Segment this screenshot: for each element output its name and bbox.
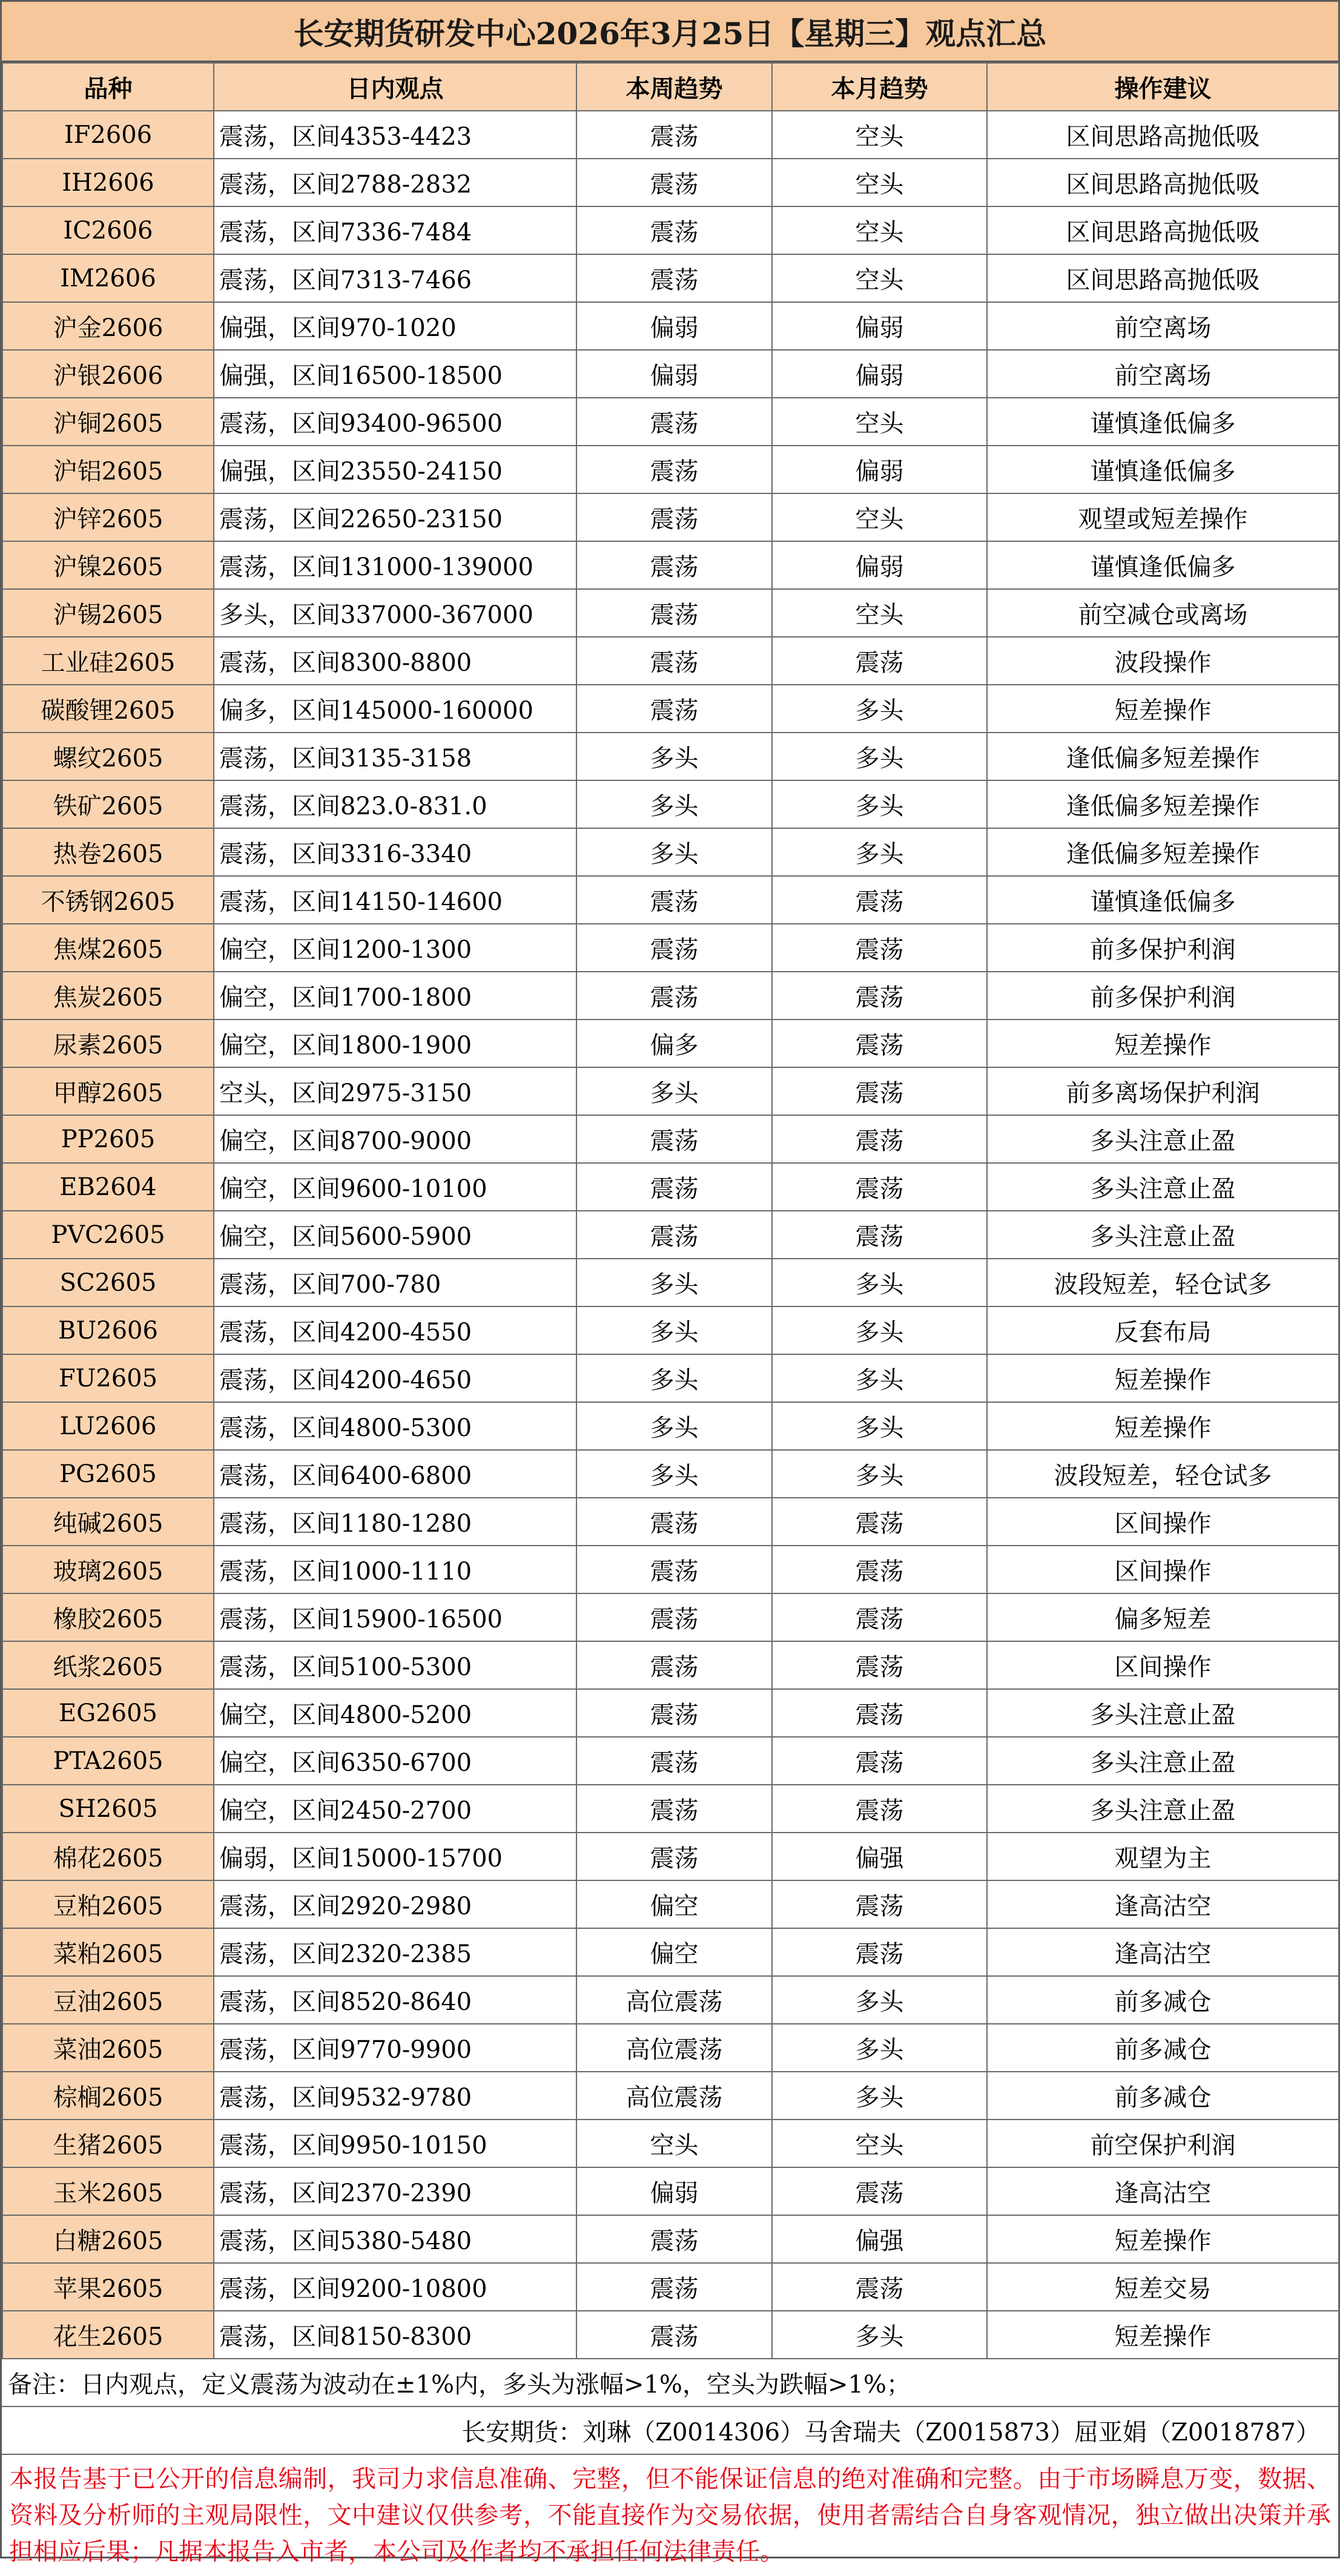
intraday-view-cell: 震荡，区间1000-1110 xyxy=(214,1546,576,1593)
variety-cell: PP2605 xyxy=(2,1115,214,1163)
weekly-trend-cell: 震荡 xyxy=(576,493,772,541)
monthly-trend-cell: 空头 xyxy=(772,493,987,541)
monthly-trend-cell: 震荡 xyxy=(772,1498,987,1546)
table-row xyxy=(2,589,1339,637)
variety-cell: 纯碱2605 xyxy=(2,1498,214,1546)
variety-cell: 焦煤2605 xyxy=(2,924,214,972)
variety-cell: 沪银2606 xyxy=(2,350,214,398)
monthly-trend-cell: 多头 xyxy=(772,1354,987,1402)
variety-cell: 不锈钢2605 xyxy=(2,876,214,924)
table-row xyxy=(2,2072,1339,2120)
advice-cell: 前空离场 xyxy=(987,350,1339,398)
variety-cell: 甲醇2605 xyxy=(2,1067,214,1115)
intraday-view-cell: 偏空，区间1200-1300 xyxy=(214,924,576,972)
weekly-trend-cell: 震荡 xyxy=(576,1498,772,1546)
intraday-view-cell: 偏强，区间16500-18500 xyxy=(214,350,576,398)
table-row xyxy=(2,828,1339,876)
table-row xyxy=(2,780,1339,828)
intraday-view-cell: 震荡，区间8150-8300 xyxy=(214,2311,576,2359)
variety-cell: IF2606 xyxy=(2,111,214,159)
intraday-view-cell: 空头，区间2975-3150 xyxy=(214,1067,576,1115)
weekly-trend-cell: 偏多 xyxy=(576,1020,772,1067)
intraday-view-cell: 震荡，区间14150-14600 xyxy=(214,876,576,924)
table-row xyxy=(2,2263,1339,2311)
monthly-trend-cell: 震荡 xyxy=(772,1689,987,1737)
monthly-trend-cell: 震荡 xyxy=(772,1880,987,1928)
advice-cell: 前空减仓或离场 xyxy=(987,589,1339,637)
weekly-trend-cell: 偏空 xyxy=(576,1880,772,1928)
advice-cell: 前多减仓 xyxy=(987,2024,1339,2072)
weekly-trend-cell: 震荡 xyxy=(576,159,772,206)
advice-cell: 观望或短差操作 xyxy=(987,493,1339,541)
views-table xyxy=(2,62,1339,2359)
intraday-view-cell: 震荡，区间2320-2385 xyxy=(214,1928,576,1976)
table-row xyxy=(2,924,1339,972)
variety-cell: EG2605 xyxy=(2,1689,214,1737)
table-row xyxy=(2,1641,1339,1689)
weekly-trend-cell: 震荡 xyxy=(576,637,772,685)
advice-cell: 多头注意止盈 xyxy=(987,1211,1339,1259)
weekly-trend-cell: 多头 xyxy=(576,1354,772,1402)
advice-cell: 短差交易 xyxy=(987,2263,1339,2311)
variety-cell: 纸浆2605 xyxy=(2,1641,214,1689)
advice-cell: 逢低偏多短差操作 xyxy=(987,780,1339,828)
variety-cell: PTA2605 xyxy=(2,1737,214,1785)
table-row xyxy=(2,206,1339,254)
table-row xyxy=(2,350,1339,398)
intraday-view-cell: 偏空，区间9600-10100 xyxy=(214,1163,576,1211)
footnote: 备注：日内观点，定义震荡为波动在±1%内，多头为涨幅>1%，空头为跌幅>1%； xyxy=(2,2359,1338,2407)
advice-cell: 前空离场 xyxy=(987,302,1339,350)
intraday-view-cell: 震荡，区间15900-16500 xyxy=(214,1593,576,1641)
intraday-view-cell: 震荡，区间5100-5300 xyxy=(214,1641,576,1689)
monthly-trend-cell: 多头 xyxy=(772,780,987,828)
variety-cell: 苹果2605 xyxy=(2,2263,214,2311)
intraday-view-cell: 震荡，区间7336-7484 xyxy=(214,206,576,254)
weekly-trend-cell: 偏弱 xyxy=(576,350,772,398)
variety-cell: 沪镍2605 xyxy=(2,541,214,589)
analyst-credits: 长安期货：刘琳（Z0014306）马舍瑞夫（Z0015873）屈亚娟（Z0018787） xyxy=(2,2407,1338,2455)
variety-cell: LU2606 xyxy=(2,1402,214,1450)
intraday-view-cell: 偏弱，区间15000-15700 xyxy=(214,1833,576,1880)
variety-cell: IM2606 xyxy=(2,254,214,302)
variety-cell: IC2606 xyxy=(2,206,214,254)
monthly-trend-cell: 多头 xyxy=(772,1976,987,2024)
intraday-view-cell: 震荡，区间3316-3340 xyxy=(214,828,576,876)
intraday-view-cell: 偏多，区间145000-160000 xyxy=(214,685,576,733)
monthly-trend-cell: 空头 xyxy=(772,589,987,637)
table-row xyxy=(2,1785,1339,1833)
intraday-view-cell: 偏强，区间970-1020 xyxy=(214,302,576,350)
table-row xyxy=(2,1067,1339,1115)
weekly-trend-cell: 震荡 xyxy=(576,1211,772,1259)
variety-cell: PVC2605 xyxy=(2,1211,214,1259)
monthly-trend-cell: 偏弱 xyxy=(772,541,987,589)
intraday-view-cell: 偏空，区间8700-9000 xyxy=(214,1115,576,1163)
intraday-view-cell: 震荡，区间7313-7466 xyxy=(214,254,576,302)
weekly-trend-cell: 震荡 xyxy=(576,541,772,589)
variety-cell: FU2605 xyxy=(2,1354,214,1402)
advice-cell: 区间思路高抛低吸 xyxy=(987,206,1339,254)
intraday-view-cell: 震荡，区间9770-9900 xyxy=(214,2024,576,2072)
advice-cell: 观望为主 xyxy=(987,1833,1339,1880)
variety-cell: 棕榈2605 xyxy=(2,2072,214,2120)
monthly-trend-cell: 空头 xyxy=(772,254,987,302)
advice-cell: 短差操作 xyxy=(987,685,1339,733)
monthly-trend-cell: 空头 xyxy=(772,206,987,254)
weekly-trend-cell: 震荡 xyxy=(576,1785,772,1833)
table-row xyxy=(2,1880,1339,1928)
table-row xyxy=(2,1593,1339,1641)
advice-cell: 偏多短差 xyxy=(987,1593,1339,1641)
report-title: 长安期货研发中心2026年3月25日【星期三】观点汇总 xyxy=(2,2,1338,62)
variety-cell: 碳酸锂2605 xyxy=(2,685,214,733)
table-row xyxy=(2,2215,1339,2263)
weekly-trend-cell: 空头 xyxy=(576,2120,772,2167)
monthly-trend-cell: 空头 xyxy=(772,2120,987,2167)
variety-cell: 橡胶2605 xyxy=(2,1593,214,1641)
weekly-trend-cell: 震荡 xyxy=(576,2263,772,2311)
variety-cell: 菜粕2605 xyxy=(2,1928,214,1976)
weekly-trend-cell: 震荡 xyxy=(576,685,772,733)
weekly-trend-cell: 高位震荡 xyxy=(576,2024,772,2072)
table-row xyxy=(2,398,1339,446)
intraday-view-cell: 偏空，区间2450-2700 xyxy=(214,1785,576,1833)
variety-cell: 沪锌2605 xyxy=(2,493,214,541)
monthly-trend-cell: 震荡 xyxy=(772,1593,987,1641)
advice-cell: 区间思路高抛低吸 xyxy=(987,111,1339,159)
intraday-view-cell: 震荡，区间4353-4423 xyxy=(214,111,576,159)
advice-cell: 前多减仓 xyxy=(987,2072,1339,2120)
variety-cell: 花生2605 xyxy=(2,2311,214,2359)
table-row xyxy=(2,302,1339,350)
advice-cell: 区间操作 xyxy=(987,1546,1339,1593)
monthly-trend-cell: 震荡 xyxy=(772,1020,987,1067)
monthly-trend-cell: 多头 xyxy=(772,1450,987,1498)
table-row xyxy=(2,541,1339,589)
advice-cell: 波段短差，轻仓试多 xyxy=(987,1259,1339,1306)
table-row xyxy=(2,972,1339,1020)
advice-cell: 前多减仓 xyxy=(987,1976,1339,2024)
advice-cell: 逢低偏多短差操作 xyxy=(987,733,1339,780)
advice-cell: 多头注意止盈 xyxy=(987,1785,1339,1833)
monthly-trend-cell: 偏弱 xyxy=(772,446,987,493)
weekly-trend-cell: 多头 xyxy=(576,1306,772,1354)
weekly-trend-cell: 震荡 xyxy=(576,1737,772,1785)
table-row xyxy=(2,2120,1339,2167)
table-row xyxy=(2,254,1339,302)
advice-cell: 逢高沽空 xyxy=(987,1880,1339,1928)
monthly-trend-cell: 多头 xyxy=(772,1402,987,1450)
monthly-trend-cell: 震荡 xyxy=(772,1067,987,1115)
table-header-row xyxy=(2,63,1339,111)
monthly-trend-cell: 震荡 xyxy=(772,924,987,972)
monthly-trend-cell: 多头 xyxy=(772,828,987,876)
table-row xyxy=(2,1450,1339,1498)
monthly-trend-cell: 多头 xyxy=(772,2072,987,2120)
intraday-view-cell: 偏空，区间5600-5900 xyxy=(214,1211,576,1259)
monthly-trend-cell: 偏强 xyxy=(772,2215,987,2263)
variety-cell: SH2605 xyxy=(2,1785,214,1833)
table-row xyxy=(2,1498,1339,1546)
monthly-trend-cell: 震荡 xyxy=(772,1115,987,1163)
table-row xyxy=(2,1115,1339,1163)
intraday-view-cell: 偏空，区间4800-5200 xyxy=(214,1689,576,1737)
intraday-view-cell: 震荡，区间9950-10150 xyxy=(214,2120,576,2167)
monthly-trend-cell: 震荡 xyxy=(772,1163,987,1211)
variety-cell: 生猪2605 xyxy=(2,2120,214,2167)
weekly-trend-cell: 多头 xyxy=(576,1067,772,1115)
intraday-view-cell: 震荡，区间2788-2832 xyxy=(214,159,576,206)
column-header-variety: 品种 xyxy=(2,63,214,111)
advice-cell: 谨慎逢低偏多 xyxy=(987,398,1339,446)
table-row xyxy=(2,1354,1339,1402)
weekly-trend-cell: 震荡 xyxy=(576,398,772,446)
monthly-trend-cell: 多头 xyxy=(772,2024,987,2072)
table-row xyxy=(2,1163,1339,1211)
intraday-view-cell: 震荡，区间700-780 xyxy=(214,1259,576,1306)
monthly-trend-cell: 偏弱 xyxy=(772,350,987,398)
variety-cell: 铁矿2605 xyxy=(2,780,214,828)
table-row xyxy=(2,685,1339,733)
weekly-trend-cell: 震荡 xyxy=(576,1833,772,1880)
variety-cell: 焦炭2605 xyxy=(2,972,214,1020)
variety-cell: 豆粕2605 xyxy=(2,1880,214,1928)
advice-cell: 逢低偏多短差操作 xyxy=(987,828,1339,876)
advice-cell: 短差操作 xyxy=(987,1402,1339,1450)
advice-cell: 波段短差，轻仓试多 xyxy=(987,1450,1339,1498)
weekly-trend-cell: 震荡 xyxy=(576,1163,772,1211)
monthly-trend-cell: 多头 xyxy=(772,733,987,780)
table-row xyxy=(2,1402,1339,1450)
advice-cell: 短差操作 xyxy=(987,2215,1339,2263)
table-row xyxy=(2,1689,1339,1737)
monthly-trend-cell: 偏弱 xyxy=(772,302,987,350)
table-row xyxy=(2,1546,1339,1593)
advice-cell: 谨慎逢低偏多 xyxy=(987,446,1339,493)
weekly-trend-cell: 高位震荡 xyxy=(576,1976,772,2024)
table-row xyxy=(2,1833,1339,1880)
weekly-trend-cell: 震荡 xyxy=(576,111,772,159)
monthly-trend-cell: 空头 xyxy=(772,111,987,159)
table-row xyxy=(2,637,1339,685)
monthly-trend-cell: 震荡 xyxy=(772,1211,987,1259)
variety-cell: 沪铜2605 xyxy=(2,398,214,446)
advice-cell: 多头注意止盈 xyxy=(987,1689,1339,1737)
variety-cell: BU2606 xyxy=(2,1306,214,1354)
weekly-trend-cell: 多头 xyxy=(576,780,772,828)
monthly-trend-cell: 多头 xyxy=(772,1259,987,1306)
weekly-trend-cell: 多头 xyxy=(576,1259,772,1306)
advice-cell: 前多保护利润 xyxy=(987,972,1339,1020)
variety-cell: IH2606 xyxy=(2,159,214,206)
intraday-view-cell: 震荡，区间2370-2390 xyxy=(214,2167,576,2215)
advice-cell: 短差操作 xyxy=(987,1020,1339,1067)
table-row xyxy=(2,2311,1339,2359)
advice-cell: 前空保护利润 xyxy=(987,2120,1339,2167)
intraday-view-cell: 震荡，区间5380-5480 xyxy=(214,2215,576,2263)
intraday-view-cell: 震荡，区间3135-3158 xyxy=(214,733,576,780)
table-row xyxy=(2,876,1339,924)
monthly-trend-cell: 震荡 xyxy=(772,637,987,685)
advice-cell: 反套布局 xyxy=(987,1306,1339,1354)
table-row xyxy=(2,1928,1339,1976)
advice-cell: 谨慎逢低偏多 xyxy=(987,541,1339,589)
advice-cell: 前多保护利润 xyxy=(987,924,1339,972)
intraday-view-cell: 震荡，区间823.0-831.0 xyxy=(214,780,576,828)
intraday-view-cell: 震荡，区间9200-10800 xyxy=(214,2263,576,2311)
table-row xyxy=(2,1259,1339,1306)
advice-cell: 多头注意止盈 xyxy=(987,1163,1339,1211)
advice-cell: 逢高沽空 xyxy=(987,1928,1339,1976)
table-row xyxy=(2,1306,1339,1354)
weekly-trend-cell: 多头 xyxy=(576,1402,772,1450)
advice-cell: 谨慎逢低偏多 xyxy=(987,876,1339,924)
intraday-view-cell: 震荡，区间1180-1280 xyxy=(214,1498,576,1546)
variety-cell: 沪铝2605 xyxy=(2,446,214,493)
table-row xyxy=(2,159,1339,206)
table-row xyxy=(2,1976,1339,2024)
weekly-trend-cell: 偏弱 xyxy=(576,302,772,350)
advice-cell: 多头注意止盈 xyxy=(987,1115,1339,1163)
weekly-trend-cell: 偏空 xyxy=(576,1928,772,1976)
monthly-trend-cell: 偏强 xyxy=(772,1833,987,1880)
monthly-trend-cell: 震荡 xyxy=(772,1641,987,1689)
variety-cell: 菜油2605 xyxy=(2,2024,214,2072)
variety-cell: 白糖2605 xyxy=(2,2215,214,2263)
weekly-trend-cell: 震荡 xyxy=(576,446,772,493)
table-row xyxy=(2,2024,1339,2072)
weekly-trend-cell: 震荡 xyxy=(576,2215,772,2263)
advice-cell: 区间思路高抛低吸 xyxy=(987,159,1339,206)
intraday-view-cell: 震荡，区间2920-2980 xyxy=(214,1880,576,1928)
weekly-trend-cell: 震荡 xyxy=(576,206,772,254)
column-header-advice: 操作建议 xyxy=(987,63,1339,111)
weekly-trend-cell: 震荡 xyxy=(576,254,772,302)
advice-cell: 区间操作 xyxy=(987,1498,1339,1546)
intraday-view-cell: 震荡，区间93400-96500 xyxy=(214,398,576,446)
intraday-view-cell: 震荡，区间4200-4650 xyxy=(214,1354,576,1402)
intraday-view-cell: 震荡，区间8300-8800 xyxy=(214,637,576,685)
advice-cell: 波段操作 xyxy=(987,637,1339,685)
column-header-weekly: 本周趋势 xyxy=(576,63,772,111)
monthly-trend-cell: 空头 xyxy=(772,159,987,206)
intraday-view-cell: 偏空，区间1800-1900 xyxy=(214,1020,576,1067)
weekly-trend-cell: 偏弱 xyxy=(576,2167,772,2215)
weekly-trend-cell: 多头 xyxy=(576,733,772,780)
variety-cell: 热卷2605 xyxy=(2,828,214,876)
intraday-view-cell: 震荡，区间22650-23150 xyxy=(214,493,576,541)
variety-cell: EB2604 xyxy=(2,1163,214,1211)
advice-cell: 多头注意止盈 xyxy=(987,1737,1339,1785)
variety-cell: 豆油2605 xyxy=(2,1976,214,2024)
table-row xyxy=(2,1211,1339,1259)
monthly-trend-cell: 震荡 xyxy=(772,972,987,1020)
advice-cell: 逢高沽空 xyxy=(987,2167,1339,2215)
monthly-trend-cell: 多头 xyxy=(772,1306,987,1354)
advice-cell: 区间思路高抛低吸 xyxy=(987,254,1339,302)
weekly-trend-cell: 震荡 xyxy=(576,876,772,924)
table-row xyxy=(2,493,1339,541)
monthly-trend-cell: 多头 xyxy=(772,2311,987,2359)
monthly-trend-cell: 震荡 xyxy=(772,1785,987,1833)
monthly-trend-cell: 多头 xyxy=(772,685,987,733)
weekly-trend-cell: 震荡 xyxy=(576,1115,772,1163)
variety-cell: PG2605 xyxy=(2,1450,214,1498)
intraday-view-cell: 偏强，区间23550-24150 xyxy=(214,446,576,493)
variety-cell: 工业硅2605 xyxy=(2,637,214,685)
monthly-trend-cell: 震荡 xyxy=(772,1928,987,1976)
intraday-view-cell: 震荡，区间4200-4550 xyxy=(214,1306,576,1354)
weekly-trend-cell: 高位震荡 xyxy=(576,2072,772,2120)
weekly-trend-cell: 震荡 xyxy=(576,2311,772,2359)
disclaimer: 本报告基于已公开的信息编制，我司力求信息准确、完整，但不能保证信息的绝对准确和完整。由于市场瞬息万变，数据、资料及分析师的主观局限性，文中建议仅供参考，不能直接作为交易依据，使用者需结合自身客观情况，独立做出决策并承担相应后果；凡据本报告入市者，本公司及作者均不承担任何法律责任。 xyxy=(9,2465,1331,2566)
variety-cell: 玻璃2605 xyxy=(2,1546,214,1593)
variety-cell: 棉花2605 xyxy=(2,1833,214,1880)
variety-cell: 尿素2605 xyxy=(2,1020,214,1067)
table-body xyxy=(2,111,1339,2359)
advice-cell: 区间操作 xyxy=(987,1641,1339,1689)
intraday-view-cell: 震荡，区间131000-139000 xyxy=(214,541,576,589)
weekly-trend-cell: 震荡 xyxy=(576,924,772,972)
monthly-trend-cell: 震荡 xyxy=(772,1737,987,1785)
weekly-trend-cell: 震荡 xyxy=(576,1641,772,1689)
intraday-view-cell: 震荡，区间8520-8640 xyxy=(214,1976,576,2024)
table-row xyxy=(2,733,1339,780)
weekly-trend-cell: 多头 xyxy=(576,828,772,876)
monthly-trend-cell: 空头 xyxy=(772,398,987,446)
advice-cell: 前多离场保护利润 xyxy=(987,1067,1339,1115)
monthly-trend-cell: 震荡 xyxy=(772,2263,987,2311)
advice-cell: 短差操作 xyxy=(987,1354,1339,1402)
column-header-monthly: 本月趋势 xyxy=(772,63,987,111)
weekly-trend-cell: 震荡 xyxy=(576,589,772,637)
variety-cell: 沪锡2605 xyxy=(2,589,214,637)
weekly-trend-cell: 震荡 xyxy=(576,1689,772,1737)
monthly-trend-cell: 震荡 xyxy=(772,1546,987,1593)
weekly-trend-cell: 震荡 xyxy=(576,1546,772,1593)
intraday-view-cell: 震荡，区间6400-6800 xyxy=(214,1450,576,1498)
table-row xyxy=(2,2167,1339,2215)
table-row xyxy=(2,1737,1339,1785)
weekly-trend-cell: 多头 xyxy=(576,1450,772,1498)
table-row xyxy=(2,1020,1339,1067)
monthly-trend-cell: 震荡 xyxy=(772,2167,987,2215)
intraday-view-cell: 多头，区间337000-367000 xyxy=(214,589,576,637)
monthly-trend-cell: 震荡 xyxy=(772,876,987,924)
advice-cell: 短差操作 xyxy=(987,2311,1339,2359)
variety-cell: 螺纹2605 xyxy=(2,733,214,780)
variety-cell: 沪金2606 xyxy=(2,302,214,350)
variety-cell: SC2605 xyxy=(2,1259,214,1306)
table-row xyxy=(2,111,1339,159)
weekly-trend-cell: 震荡 xyxy=(576,1593,772,1641)
variety-cell: 玉米2605 xyxy=(2,2167,214,2215)
intraday-view-cell: 偏空，区间1700-1800 xyxy=(214,972,576,1020)
column-header-intraday: 日内观点 xyxy=(214,63,576,111)
table-row xyxy=(2,446,1339,493)
weekly-trend-cell: 震荡 xyxy=(576,972,772,1020)
intraday-view-cell: 震荡，区间4800-5300 xyxy=(214,1402,576,1450)
intraday-view-cell: 偏空，区间6350-6700 xyxy=(214,1737,576,1785)
intraday-view-cell: 震荡，区间9532-9780 xyxy=(214,2072,576,2120)
